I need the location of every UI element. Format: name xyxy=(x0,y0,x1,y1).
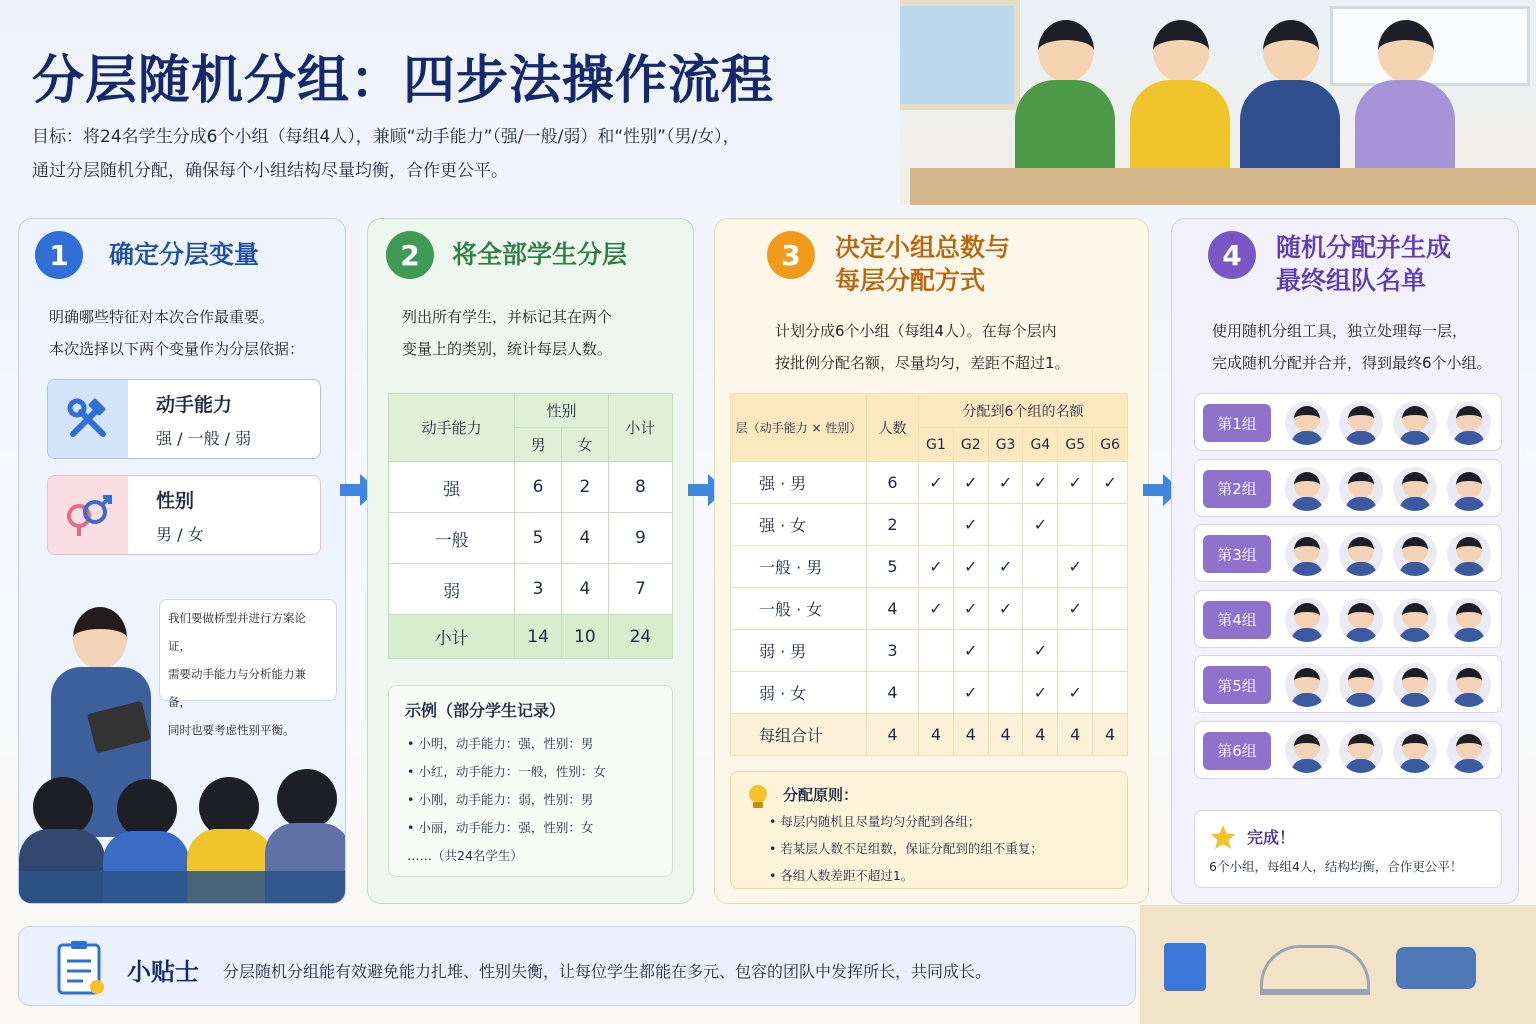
speech-bubble xyxy=(159,599,337,737)
check-mark: ✓ xyxy=(953,462,988,504)
table-row xyxy=(731,546,1128,588)
student-avatar xyxy=(1339,729,1383,773)
table-row xyxy=(731,672,1128,714)
table-header: 男 xyxy=(515,428,562,462)
variable-name: 性别 xyxy=(156,490,195,512)
desk xyxy=(910,168,1536,205)
cell xyxy=(1093,672,1128,714)
student-avatar xyxy=(1339,532,1383,576)
table-row xyxy=(731,630,1128,672)
cell xyxy=(919,630,954,672)
group-column-header: G1 xyxy=(919,428,954,462)
variable-values: 男 / 女 xyxy=(156,525,204,544)
cell xyxy=(1093,630,1128,672)
check-mark: ✓ xyxy=(1023,504,1058,546)
student-avatar xyxy=(1393,729,1437,773)
tip-text: 分层随机分组能有效避免能力扎堆、性别失衡，让每位学生都能在多元、包容的团队中发挥所长，共同成长。 xyxy=(223,962,992,981)
cell xyxy=(1058,504,1093,546)
allocation-rules xyxy=(730,771,1128,889)
cell: 8 xyxy=(608,462,672,513)
cell xyxy=(1023,588,1058,630)
cell: 24 xyxy=(608,615,672,659)
cell xyxy=(988,630,1023,672)
student-avatar xyxy=(1447,532,1491,576)
list-item: • 小明，动手能力：强，性别：男 xyxy=(407,736,594,751)
table-total-row xyxy=(731,714,1128,756)
check-mark: ✓ xyxy=(919,588,954,630)
classroom-students-illustration xyxy=(19,759,345,903)
check-mark: ✓ xyxy=(953,588,988,630)
group-column-header: G3 xyxy=(988,428,1023,462)
group-tag: 第2组 xyxy=(1203,470,1271,508)
desc-line: 按批例分配名额，尽量均匀，差距不超过1。 xyxy=(775,354,1070,372)
list-item: • 小丽，动手能力：强，性别：女 xyxy=(407,820,594,835)
student-avatar xyxy=(1447,401,1491,445)
step4-desc xyxy=(1212,315,1492,379)
step4-title xyxy=(1276,231,1451,297)
step3-desc xyxy=(775,315,1070,379)
pencil-cup-icon xyxy=(1164,943,1206,991)
desc-line: 变量上的类别，统计每层人数。 xyxy=(402,340,613,358)
group-tag: 第4组 xyxy=(1203,601,1271,639)
row-label: 强 · 男 xyxy=(731,462,867,504)
step4-number: 4 xyxy=(1208,231,1256,279)
table-header: 动手能力 xyxy=(389,394,515,462)
done-title: 完成！ xyxy=(1247,828,1296,847)
cell xyxy=(1023,546,1058,588)
table-row xyxy=(389,462,673,513)
group-row xyxy=(1194,590,1502,648)
page-title: 分层随机分组：四步法操作流程 xyxy=(32,51,775,111)
desk-decoration xyxy=(1140,905,1536,1024)
student-avatar xyxy=(1447,729,1491,773)
list-item: • 小刚，动手能力：弱，性别：男 xyxy=(407,792,594,807)
list-item: ……（共24名学生） xyxy=(407,848,523,863)
group-column-header: G2 xyxy=(953,428,988,462)
check-mark: ✓ xyxy=(953,630,988,672)
student-avatar xyxy=(1285,598,1329,642)
group-tag: 第6组 xyxy=(1203,732,1271,770)
list-item: • 各组人数差距不超过1。 xyxy=(769,868,914,883)
group-tag: 第1组 xyxy=(1203,404,1271,442)
student-avatar xyxy=(1285,467,1329,511)
check-mark: ✓ xyxy=(953,672,988,714)
check-mark: ✓ xyxy=(1093,462,1128,504)
star-icon xyxy=(1209,823,1237,851)
group-column-header: G4 xyxy=(1023,428,1058,462)
goal-line: 通过分层随机分配，确保每个小组结构尽量均衡，合作更公平。 xyxy=(32,161,508,181)
lightbulb-icon xyxy=(745,782,771,812)
cell: 3 xyxy=(515,564,562,615)
cell: 4 xyxy=(919,714,954,756)
step2-card xyxy=(367,218,694,904)
student-figure xyxy=(1235,20,1345,180)
cell: 4 xyxy=(1093,714,1128,756)
cell xyxy=(1093,546,1128,588)
variable-gender xyxy=(47,475,321,555)
desc-line: 列出所有学生，并标记其在两个 xyxy=(402,308,613,326)
cell xyxy=(919,672,954,714)
group-tag: 第3组 xyxy=(1203,535,1271,573)
count-cell: 5 xyxy=(867,546,919,588)
step1-number: 1 xyxy=(35,231,83,279)
row-label: 强 · 女 xyxy=(731,504,867,546)
tip-box xyxy=(18,926,1136,1006)
cell xyxy=(1058,630,1093,672)
cell xyxy=(919,504,954,546)
check-mark: ✓ xyxy=(1023,462,1058,504)
group-row xyxy=(1194,393,1502,451)
student-avatar xyxy=(1447,663,1491,707)
student-avatar xyxy=(1393,532,1437,576)
table-header: 人数 xyxy=(867,394,919,462)
table-row xyxy=(389,513,673,564)
clipboard-icon xyxy=(55,939,107,997)
student-avatar xyxy=(1285,729,1329,773)
cell xyxy=(1093,588,1128,630)
check-mark: ✓ xyxy=(1058,462,1093,504)
robot-car-icon xyxy=(1396,947,1476,989)
variable-ability xyxy=(47,379,321,459)
check-mark: ✓ xyxy=(919,546,954,588)
step3-title xyxy=(835,231,1010,297)
strata-count-table xyxy=(388,393,673,659)
allocation-table xyxy=(730,393,1128,756)
check-mark: ✓ xyxy=(919,462,954,504)
cell xyxy=(988,672,1023,714)
desc-line: 本次选择以下两个变量作为分层依据： xyxy=(49,340,305,358)
student-figure xyxy=(1125,20,1235,180)
table-row xyxy=(731,462,1128,504)
cell: 7 xyxy=(608,564,672,615)
cell: 5 xyxy=(515,513,562,564)
tools-icon xyxy=(48,380,128,458)
cell: 4 xyxy=(1023,714,1058,756)
check-mark: ✓ xyxy=(988,546,1023,588)
table-header: 小计 xyxy=(608,394,672,462)
title-line: 决定小组总数与 xyxy=(835,233,1011,262)
row-label: 强 xyxy=(389,462,515,513)
step1-desc xyxy=(49,301,304,365)
table-row xyxy=(731,588,1128,630)
student-avatar xyxy=(1285,532,1329,576)
row-label: 弱 · 男 xyxy=(731,630,867,672)
table-header: 女 xyxy=(562,428,609,462)
count-cell: 4 xyxy=(867,588,919,630)
student-avatar xyxy=(1447,467,1491,511)
title-line: 最终组队名单 xyxy=(1276,266,1427,295)
student-avatar xyxy=(1339,598,1383,642)
table-row xyxy=(731,504,1128,546)
student-avatar xyxy=(1393,663,1437,707)
step1-card xyxy=(18,218,346,904)
step2-title: 将全部学生分层 xyxy=(452,240,628,269)
speech-line: 同时也要考虑性别平衡。 xyxy=(168,723,295,737)
cell: 2 xyxy=(562,462,609,513)
desc-line: 使用随机分组工具，独立处理每一层， xyxy=(1212,322,1468,340)
speech-line: 需要动手能力与分析能力兼备， xyxy=(168,667,306,709)
cell: 10 xyxy=(562,615,609,659)
title-line: 每层分配方式 xyxy=(835,266,986,295)
check-mark: ✓ xyxy=(988,588,1023,630)
check-mark: ✓ xyxy=(1023,672,1058,714)
cell xyxy=(988,504,1023,546)
students-illustration xyxy=(900,0,1536,205)
desc-line: 完成随机分配并合并，得到最终6个小组。 xyxy=(1212,354,1492,372)
check-mark: ✓ xyxy=(1058,546,1093,588)
table-header: 性别 xyxy=(515,394,609,428)
check-mark: ✓ xyxy=(1023,630,1058,672)
cell: 4 xyxy=(562,513,609,564)
completion-box xyxy=(1194,810,1502,888)
student-figure xyxy=(1010,20,1120,180)
check-mark: ✓ xyxy=(988,462,1023,504)
row-label: 一般 xyxy=(389,513,515,564)
cell: 4 xyxy=(988,714,1023,756)
goal-text xyxy=(32,120,912,188)
cell: 4 xyxy=(562,564,609,615)
check-mark: ✓ xyxy=(1058,588,1093,630)
bridge-model-icon xyxy=(1260,945,1370,995)
cell: 4 xyxy=(953,714,988,756)
group-row xyxy=(1194,721,1502,779)
tip-title: 小贴士 xyxy=(127,958,199,986)
table-header: 层（动手能力 × 性别） xyxy=(731,394,867,462)
group-column-header: G5 xyxy=(1058,428,1093,462)
title-line: 随机分配并生成 xyxy=(1276,233,1452,262)
table-total-row xyxy=(389,615,673,659)
group-row xyxy=(1194,459,1502,517)
rules-title: 分配原则： xyxy=(783,786,859,804)
table-row xyxy=(389,564,673,615)
row-label: 一般 · 女 xyxy=(731,588,867,630)
count-cell: 2 xyxy=(867,504,919,546)
step3-card xyxy=(714,218,1149,904)
row-label: 弱 · 女 xyxy=(731,672,867,714)
variable-values: 强 / 一般 / 弱 xyxy=(156,429,252,448)
step1-title: 确定分层变量 xyxy=(109,240,260,269)
example-title: 示例（部分学生记录） xyxy=(405,701,566,720)
desc-line: 计划分成6个小组（每组4人）。在每个层内 xyxy=(775,322,1057,340)
row-label: 弱 xyxy=(389,564,515,615)
cell: 9 xyxy=(608,513,672,564)
table-header: 分配到6个组的名额 xyxy=(919,394,1128,428)
student-avatar xyxy=(1339,663,1383,707)
row-label: 一般 · 男 xyxy=(731,546,867,588)
cell: 14 xyxy=(515,615,562,659)
list-item: • 若某层人数不足组数，保证分配到的组不重复； xyxy=(769,841,1043,856)
cell xyxy=(1093,504,1128,546)
student-avatar xyxy=(1393,401,1437,445)
example-records xyxy=(388,685,673,877)
window xyxy=(900,0,1020,110)
group-column-header: G6 xyxy=(1093,428,1128,462)
cell: 4 xyxy=(1058,714,1093,756)
student-avatar xyxy=(1393,598,1437,642)
group-row xyxy=(1194,655,1502,713)
row-label: 小计 xyxy=(389,615,515,659)
step3-number: 3 xyxy=(767,231,815,279)
check-mark: ✓ xyxy=(953,504,988,546)
check-mark: ✓ xyxy=(953,546,988,588)
variable-name: 动手能力 xyxy=(156,394,233,416)
group-tag: 第5组 xyxy=(1203,666,1271,704)
list-item: • 每层内随机且尽量均匀分配到各组； xyxy=(769,814,981,829)
check-mark: ✓ xyxy=(1058,672,1093,714)
step2-number: 2 xyxy=(386,231,434,279)
count-cell: 4 xyxy=(867,672,919,714)
student-avatar xyxy=(1393,467,1437,511)
count-cell: 3 xyxy=(867,630,919,672)
goal-line: 目标：将24名学生分成6个小组（每组4人），兼顾“动手能力”（强/一般/弱）和“性别”（男/女）， xyxy=(32,127,740,147)
student-avatar xyxy=(1339,467,1383,511)
student-avatar xyxy=(1447,598,1491,642)
row-label: 每组合计 xyxy=(731,714,867,756)
count-cell: 6 xyxy=(867,462,919,504)
gender-icon xyxy=(48,476,128,554)
student-avatar xyxy=(1339,401,1383,445)
step2-desc xyxy=(402,301,612,365)
count-cell: 4 xyxy=(867,714,919,756)
student-figure xyxy=(1350,20,1460,180)
step4-card xyxy=(1171,218,1519,904)
cell: 6 xyxy=(515,462,562,513)
group-row xyxy=(1194,524,1502,582)
student-avatar xyxy=(1285,663,1329,707)
done-desc: 6个小组，每组4人，结构均衡，合作更公平！ xyxy=(1209,859,1463,874)
list-item: • 小红，动手能力：一般，性别：女 xyxy=(407,764,606,779)
speech-line: 我们要做桥型并进行方案论证， xyxy=(168,611,306,653)
student-avatar xyxy=(1285,401,1329,445)
desc-line: 明确哪些特征对本次合作最重要。 xyxy=(49,308,275,326)
